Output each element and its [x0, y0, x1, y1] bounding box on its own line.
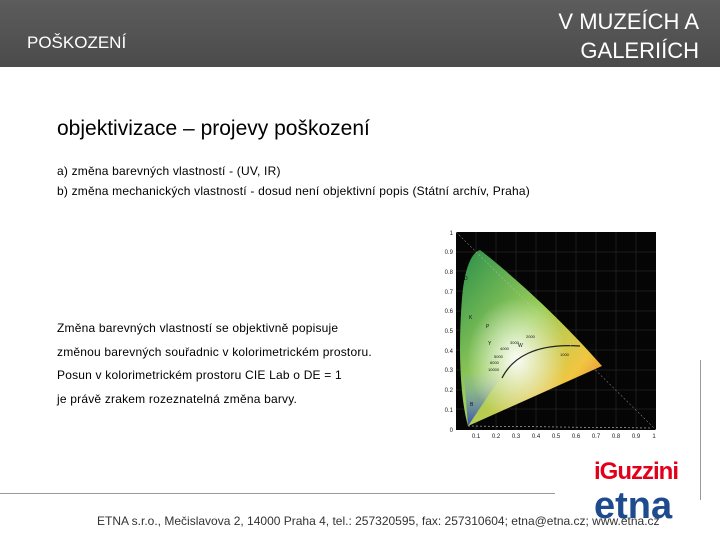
temp-label: 5000 — [494, 354, 503, 359]
y-tick: 0.2 — [444, 388, 453, 394]
x-tick: 0.1 — [471, 434, 481, 440]
iguzzini-logo: iGuzzini — [594, 458, 678, 485]
header-right-line2: GALERIÍCH — [580, 38, 699, 63]
header-right-title — [558, 7, 699, 65]
y-tick: 0.9 — [444, 250, 453, 256]
bullet-a: a) změna barevných vlastností - (UV, IR) — [57, 164, 281, 178]
y-tick: 1 — [449, 231, 453, 237]
x-tick: 0.7 — [591, 434, 601, 440]
region-label: B — [470, 402, 474, 408]
region-label: W — [518, 343, 523, 349]
temp-label: 4000 — [500, 346, 509, 351]
etna-logo: etna — [594, 485, 673, 527]
region-label: Y — [488, 341, 492, 347]
description-line-2: změnou barevných souřadnic v kolorimetrickém prostoru. — [57, 345, 372, 359]
y-tick: 0.1 — [444, 408, 453, 414]
bullet-b: b) změna mechanických vlastností - dosud není objektivní popis (Státní archív, Praha) — [57, 184, 530, 198]
y-tick: 0.4 — [444, 349, 453, 355]
x-tick: 0.5 — [551, 434, 561, 440]
x-tick: 0.9 — [631, 434, 641, 440]
y-tick: 0.7 — [444, 290, 453, 296]
x-tick: 0.2 — [491, 434, 501, 440]
region-label: K — [469, 315, 473, 321]
x-tick: 0.8 — [611, 434, 621, 440]
cie-chromaticity-diagram — [440, 228, 660, 441]
region-label: R — [606, 374, 610, 380]
temp-label: 1000 — [560, 352, 569, 357]
footer-contact: ETNA s.r.o., Mečislavova 2, 14000 Praha 4, tel.: 257320595, fax: 257310604; etna@etna.cz; www.etna.cz — [97, 514, 660, 528]
x-tick: 1 — [652, 434, 656, 440]
region-label: Z — [462, 414, 466, 420]
description-line-1: Změna barevných vlastností se objektivně popisuje — [57, 321, 339, 335]
x-tick: 0.3 — [511, 434, 521, 440]
temp-label: 6000 — [490, 360, 499, 365]
horizontal-rule — [0, 493, 555, 494]
y-tick: 0.3 — [444, 368, 453, 374]
region-label: D — [464, 276, 468, 282]
slide-heading: objektivizace – projevy poškození — [57, 117, 370, 140]
region-label: O — [590, 344, 594, 350]
region-label: G — [465, 260, 469, 266]
vertical-rule — [700, 360, 701, 500]
y-tick: 0.6 — [444, 309, 453, 315]
header-left-title: POŠKOZENÍ — [27, 33, 127, 52]
y-tick: 0 — [449, 428, 453, 434]
header-bar — [0, 0, 720, 67]
x-tick: 0.6 — [571, 434, 581, 440]
y-tick: 0.5 — [444, 329, 453, 335]
temp-label: 3000 — [510, 340, 519, 345]
x-tick: 0.4 — [531, 434, 541, 440]
header-right-line1: V MUZEÍCH A — [558, 9, 699, 34]
region-label: P — [486, 324, 490, 330]
description-line-4: je právě zrakem rozeznatelná změna barvy. — [57, 392, 298, 406]
description-line-3: Posun v kolorimetrickém prostoru CIE Lab o DE = 1 — [57, 368, 342, 382]
temp-label: 2000 — [526, 334, 535, 339]
temp-label: 10000 — [488, 367, 500, 372]
y-tick: 0.8 — [444, 270, 453, 276]
